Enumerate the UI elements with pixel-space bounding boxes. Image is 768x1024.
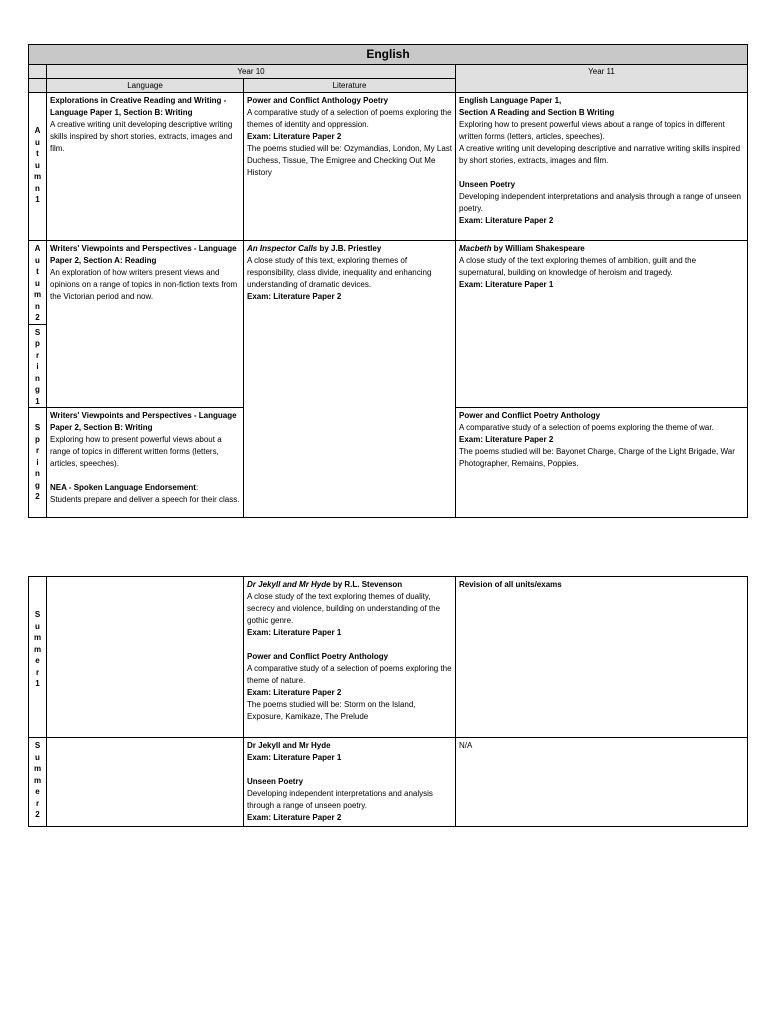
unit-description: A close study of the text exploring themes of duality, secrecy and violence, building on understanding of the gothic genre.: [247, 592, 441, 625]
unit-description: A comparative study of a selection of poems exploring the theme of nature.: [247, 664, 452, 685]
unit-title: Dr Jekyll and Mr Hyde: [247, 741, 331, 750]
term-label-spring2: [29, 408, 47, 518]
summer2-year11-cell: [456, 738, 748, 827]
unit-description: A close study of the text exploring themes of ambition, guilt and the supernatural, building on knowledge of heroism and tragedy.: [459, 256, 697, 277]
summer1-literature-cell: [244, 577, 456, 738]
vertical-label: S p r i n g 1: [34, 327, 41, 406]
literature-header: Literature: [244, 79, 456, 93]
unit-title: Revision of all units/exams: [459, 580, 562, 589]
autumn1-language-cell: [47, 93, 244, 241]
autumn2-language-cell: [47, 241, 244, 408]
unit-title: Writers' Viewpoints and Perspectives - Language Paper 2, Section A: Reading: [50, 244, 237, 265]
term-label-autumn2: [29, 241, 47, 325]
unit-title: English Language Paper 1,: [459, 96, 562, 105]
table-title: English: [29, 45, 748, 65]
exam-label: Exam: Literature Paper 2: [247, 292, 342, 301]
autumn1-year11-cell: [456, 93, 748, 241]
unit-title: Unseen Poetry: [247, 777, 304, 786]
summer2-language-cell: [47, 738, 244, 827]
unit-title: Power and Conflict Poetry Anthology: [247, 652, 389, 661]
exam-label: Exam: Literature Paper 2: [247, 688, 342, 697]
nea-title: NEA - Spoken Language Endorsement:: [50, 483, 199, 492]
summer1-year11-cell: [456, 577, 748, 738]
summer1-language-cell: [47, 577, 244, 738]
term-label-summer2: [29, 738, 47, 827]
spring2-language-cell: [47, 408, 244, 518]
unit-description: Exploring how to present powerful views about a range of topics in different written forms (letters, articles, speeches).: [459, 120, 725, 141]
unit-description: A comparative study of a selection of poems exploring the themes of identity and oppression.: [247, 108, 452, 129]
poems-list: The poems studied will be: Bayonet Charge, Charge of the Light Brigade, War Photographer, Remains, Poppies.: [459, 447, 735, 468]
unit-description: A close study of this text, exploring themes of responsibility, class divide, inequality and enhancing understanding of dramatic devices.: [247, 256, 432, 289]
year10-header: Year 10: [47, 65, 456, 79]
corner-cell: [29, 65, 47, 79]
summer2-literature-cell: [244, 738, 456, 827]
unit-subtitle: Section A Reading and Section B Writing: [459, 108, 615, 117]
unit-description: A creative writing unit developing descriptive writing skills inspired by short stories, extracts, images and film.: [50, 120, 233, 153]
unit-title: Explorations in Creative Reading and Writing - Language Paper 1, Section B: Writing: [50, 96, 227, 117]
unit-description: An exploration of how writers present views and opinions on a range of topics in non-fiction texts from the Victorian period and now.: [50, 268, 238, 301]
unit-title: N/A: [459, 741, 473, 750]
poems-list: The poems studied will be: Ozymandias, London, My Last Duchess, Tissue, The Emigree and Checking Out Me History: [247, 144, 452, 177]
autumn1-literature-cell: [244, 93, 456, 241]
unit-description: Exploring how to present powerful views about a range of topics in different written forms (letters, articles, speeches).: [50, 435, 222, 468]
curriculum-table-2: [28, 576, 748, 827]
term-label-autumn1: [29, 93, 47, 241]
unit-title: Macbeth by William Shakespeare: [459, 244, 585, 253]
exam-label: Exam: Literature Paper 2: [459, 216, 554, 225]
exam-label: Exam: Literature Paper 2: [247, 132, 342, 141]
corner-cell-2: [29, 79, 47, 93]
unit-description: Students prepare and deliver a speech for their class.: [50, 495, 240, 504]
unit-title: Writers' Viewpoints and Perspectives - Language Paper 2, Section B: Writing: [50, 411, 237, 432]
unit-title: Power and Conflict Poetry Anthology: [459, 411, 601, 420]
exam-label: Exam: Literature Paper 2: [247, 813, 342, 822]
autumn2-literature-cell: [244, 241, 456, 518]
term-label-spring1: [29, 324, 47, 408]
exam-label: Exam: Literature Paper 1: [459, 280, 554, 289]
unit-description: Developing independent interpretations and analysis through a range of unseen poetry.: [247, 789, 433, 810]
unit-description: A comparative study of a selection of poems exploring the theme of war.: [459, 423, 714, 432]
language-header: Language: [47, 79, 244, 93]
autumn2-year11-cell: [456, 241, 748, 408]
vertical-label: S p r i n g 2: [34, 423, 41, 501]
unit-description: Developing independent interpretations and analysis through a range of unseen poetry.: [459, 192, 741, 213]
unit-title: Unseen Poetry: [459, 180, 516, 189]
year11-header: Year 11: [456, 65, 748, 93]
vertical-label: A u t u m n 1: [33, 126, 42, 204]
poems-list: The poems studied will be: Storm on the Island, Exposure, Kamikaze, The Prelude: [247, 700, 416, 721]
vertical-label: S u m m e r 2: [33, 741, 42, 819]
unit-title: Power and Conflict Anthology Poetry: [247, 96, 389, 105]
curriculum-table-1: [28, 44, 748, 518]
unit-title: Dr Jekyll and Mr Hyde by R.L. Stevenson: [247, 580, 403, 589]
exam-label: Exam: Literature Paper 2: [459, 435, 554, 444]
spring2-year11-cell: [456, 408, 748, 518]
exam-label: Exam: Literature Paper 1: [247, 628, 342, 637]
unit-description: A creative writing unit developing descriptive and narrative writing skills inspired by short stories, extracts, images and film.: [459, 144, 741, 165]
vertical-label: S u m m e r 1: [33, 610, 42, 688]
term-label-summer1: [29, 577, 47, 738]
exam-label: Exam: Literature Paper 1: [247, 753, 342, 762]
unit-title: An Inspector Calls by J.B. Priestley: [247, 244, 382, 253]
vertical-label: A u t u m n 2: [33, 244, 42, 322]
